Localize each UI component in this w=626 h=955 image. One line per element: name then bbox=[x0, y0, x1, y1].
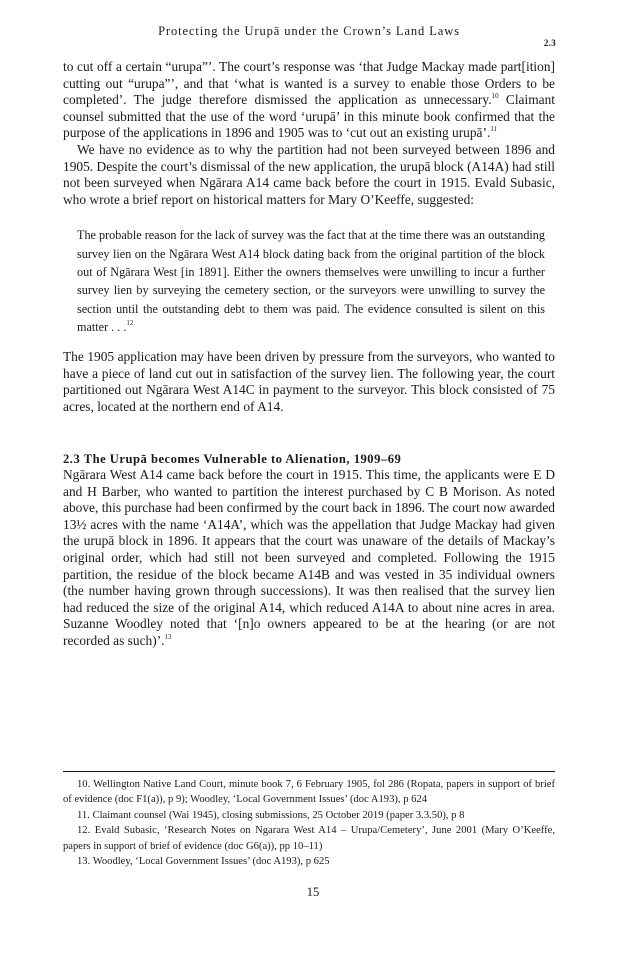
footnote-ref: 10 bbox=[491, 92, 499, 101]
paragraph-text: We have no evidence as to why the partition had not been surveyed between 1896 and 1905. Despite the court’s dismissal of the new application, the urupā block (A14A) had still not been surveyed when Ngārara A14 came back before the court in 1915. Evald Subasic, who wrote a brief report on historical matters for Mary O’Keeffe, suggested: bbox=[63, 141, 555, 207]
footnote: 13. Woodley, ‘Local Government Issues’ (doc A193), p 625 bbox=[77, 856, 330, 868]
paragraph-text: to cut off a certain “urupa”’. The court’s response was ‘that Judge Mackay made part[ition] cutting out “urupa”’, and that ‘what is wanted is a survey to enable those Orders to be completed’. The judge therefore dismissed the application as unnecessary. bbox=[63, 59, 555, 108]
footnote: 12. Evald Subasic, ‘Research Notes on Ngarara West A14 – Urupa/Cemetery’, June 2001 (Mary O’Keeffe, papers in support of brief of evidence (doc G6(a)), pp 10–11) bbox=[63, 825, 555, 852]
footnote-ref: 13 bbox=[164, 633, 172, 642]
footnote-ref: 12 bbox=[126, 318, 134, 327]
paragraph bbox=[63, 59, 555, 142]
quote-text: The probable reason for the lack of survey was the fact that at the time there was an outstanding survey lien on the Ngārara West A14 block dating back from the original partition of the block out of Ngārara West [in 1891]. Either the owners themselves were unwilling to incur a further survey lien by surveying the cemetery section, or the surveyors were unwilling to survey the section until the outstanding debt to them was paid. The evidence consulted is silent on this matter . . . bbox=[77, 228, 545, 334]
page-number: 15 bbox=[306, 885, 320, 899]
footnotes bbox=[63, 771, 555, 869]
section-number: 2.3 bbox=[543, 38, 556, 48]
paragraph: The 1905 application may have been driven by pressure from the surveyors, who wanted to have a piece of land cut out in satisfaction of the survey lien. The following year, the court partitioned out Ngārara West A14C in payment to the surveyor. This block consisted of 75 acres, located at the northern end of A14. bbox=[63, 349, 555, 414]
paragraph bbox=[63, 142, 555, 208]
paragraph bbox=[63, 467, 555, 650]
footnote: 10. Wellington Native Land Court, minute book 7, 6 February 1905, fol 286 (Ropata, papers in support of brief of evidence (doc F1(a)), p 9); Woodley, ‘Local Government Issues’ (doc A193), p 624 bbox=[63, 779, 555, 806]
running-header: Protecting the Urupā under the Crown’s Land Laws bbox=[158, 24, 460, 38]
main-text bbox=[63, 59, 555, 650]
paragraph-text: Ngārara West A14 came back before the court in 1915. This time, the applicants were E D and H Barber, who wanted to partition the interest purchased by C B Morison. As noted above, this purchase had been confirmed by the court back in 1896. The court now awarded 13½ acres with the name ‘A14A’, which was the appellation that Judge Mackay had given the urupā block in 1896. It appears that the court was unaware of the details of Mackay’s original order, which had still not been surveyed and completed. Following the 1915 partition, the residue of the block became A14B and was vested in 35 individual owners (the number having grown through successions). It was then realised that the survey lien had reduced the size of the original A14, which reduced A14A to about nine acres in area. Suzanne Woodley noted that ‘[n]o owners appeared to be at the hearing (or are not recorded as such)’. bbox=[63, 467, 555, 649]
block-quote bbox=[63, 226, 555, 336]
section-heading: 2.3 The Urupā becomes Vulnerable to Alienation, 1909–69 bbox=[63, 451, 402, 466]
footnote: 11. Claimant counsel (Wai 1945), closing submissions, 25 October 2019 (paper 3.3.50), p 8 bbox=[77, 809, 465, 821]
paragraph-text: Claimant counsel submitted that the use of the word ‘urupā’ in this minute book confirmed that the purpose of the applications in 1896 and 1905 was to ‘cut out an existing urupā’. bbox=[63, 92, 555, 141]
footnote-ref: 11 bbox=[490, 125, 498, 134]
